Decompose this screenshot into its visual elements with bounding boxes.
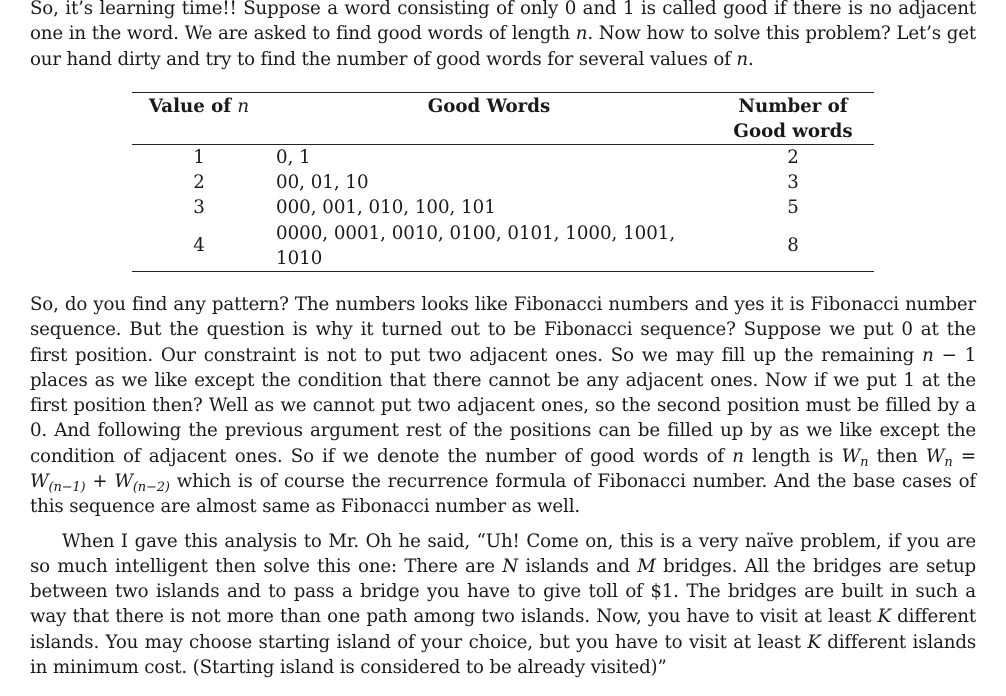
table-row (132, 144, 874, 170)
header-good-words: Good Words (266, 92, 712, 144)
analysis-text-e: which is of course the recurrence formula of Fibonacci number. And the base cases of this sequence are almost same as Fibonacci number as well. (30, 470, 976, 518)
analysis-text-c: length is (743, 445, 842, 467)
cell-words: 000, 001, 010, 100, 101 (276, 197, 496, 219)
spacer (30, 520, 976, 529)
math-n: n (575, 23, 588, 45)
cell-count: 3 (787, 172, 799, 194)
analysis-paragraph (30, 292, 976, 520)
math-N: N (502, 555, 519, 577)
document-page (30, 0, 976, 680)
analysis-text-a: So, do you find any pattern? The numbers looks like Fibonacci numbers and yes it is Fibonacci number sequence. But the question is why it turned out to be Fibonacci sequence? Suppose we put 0 at the first position. Our constraint is not to put two adjacent ones. So we may fill up the remaining (30, 293, 976, 366)
math-equals: = (952, 445, 976, 467)
problem-text-b: islands and (518, 555, 638, 577)
cell-n: 1 (193, 146, 205, 168)
math-sub: (n−1) (48, 479, 86, 495)
problem-text-d: different islands. You may choose starting island of your choice, but you have to visit at least (30, 606, 976, 653)
math-plus: + (85, 470, 115, 492)
math-n: n (732, 445, 744, 467)
cell-n: 3 (193, 197, 205, 219)
problem-text-a: When I gave this analysis to Mr. Oh he said, “Uh! Come on, this is a very naïve problem, if you are so much intelligent then solve this one: There are (30, 530, 976, 577)
cell-n: 2 (193, 172, 205, 194)
analysis-text-b: − 1 places as we like except the condition that there cannot be any adjacent ones. Now if we put 1 at the first position then? Well as we cannot put two adjacent ones, so the second position must be filled by a 0. And following the previous argument rest of the positions can be filled up by as we like except the condition of adjacent ones. So if we denote the number of good words of (30, 344, 976, 467)
header-value-text: Value of (148, 95, 238, 117)
cell-words: 00, 01, 10 (276, 172, 369, 194)
spacer (30, 272, 976, 292)
math-w: W (30, 470, 49, 492)
math-sub-n: n (860, 454, 869, 470)
math-K: K (877, 606, 891, 628)
problem-text-c: bridges. All the bridges are setup between two islands and to pass a bridge you have to give toll of $1. The bridges are built in such a way that there is not more than one path among two islands. Now, you have to visit at least (30, 555, 977, 628)
math-K: K (807, 631, 821, 653)
math-n: n (736, 48, 748, 70)
math-w: W (114, 470, 133, 492)
table-row (132, 195, 874, 220)
header-number-line2: Good words (733, 120, 853, 142)
math-n: n (922, 344, 934, 366)
cell-count: 5 (787, 197, 799, 219)
cell-words: 0, 1 (276, 146, 311, 168)
intro-paragraph (30, 0, 976, 72)
math-M: M (637, 555, 656, 577)
header-number-of-good-words (712, 92, 874, 144)
cell-n: 4 (132, 221, 266, 272)
math-w: W (925, 445, 945, 467)
problem-paragraph (30, 529, 976, 681)
header-value-of-n (132, 92, 266, 144)
analysis-text-d: then (868, 445, 926, 467)
math-n: n (237, 95, 250, 117)
math-sub: n (944, 454, 953, 470)
table-row (132, 221, 874, 272)
intro-text-c: . (747, 48, 754, 70)
good-words-table (132, 92, 874, 272)
intro-text-b: . Now how to solve this problem? Let’s get our hand dirty and try to find the number of good words for several values of (30, 23, 976, 70)
math-w: W (841, 445, 861, 467)
cell-words: 0000, 0001, 0010, 0100, 0101, 1000, 1001, 1010 (266, 221, 712, 272)
cell-count: 2 (787, 146, 799, 168)
cell-count: 8 (712, 221, 874, 272)
intro-text-a: So, it’s learning time!! Suppose a word consisting of only 0 and 1 is called good if there is no adjacent one in the word. We are asked to find good words of length (30, 0, 976, 45)
math-sub: (n−2) (132, 479, 170, 495)
problem-text-e: different islands in minimum cost. (Starting island is considered to be already visited)” (30, 631, 976, 679)
table-row (132, 170, 874, 195)
header-number-line1: Number of (738, 95, 848, 117)
table-header-row (132, 92, 874, 144)
